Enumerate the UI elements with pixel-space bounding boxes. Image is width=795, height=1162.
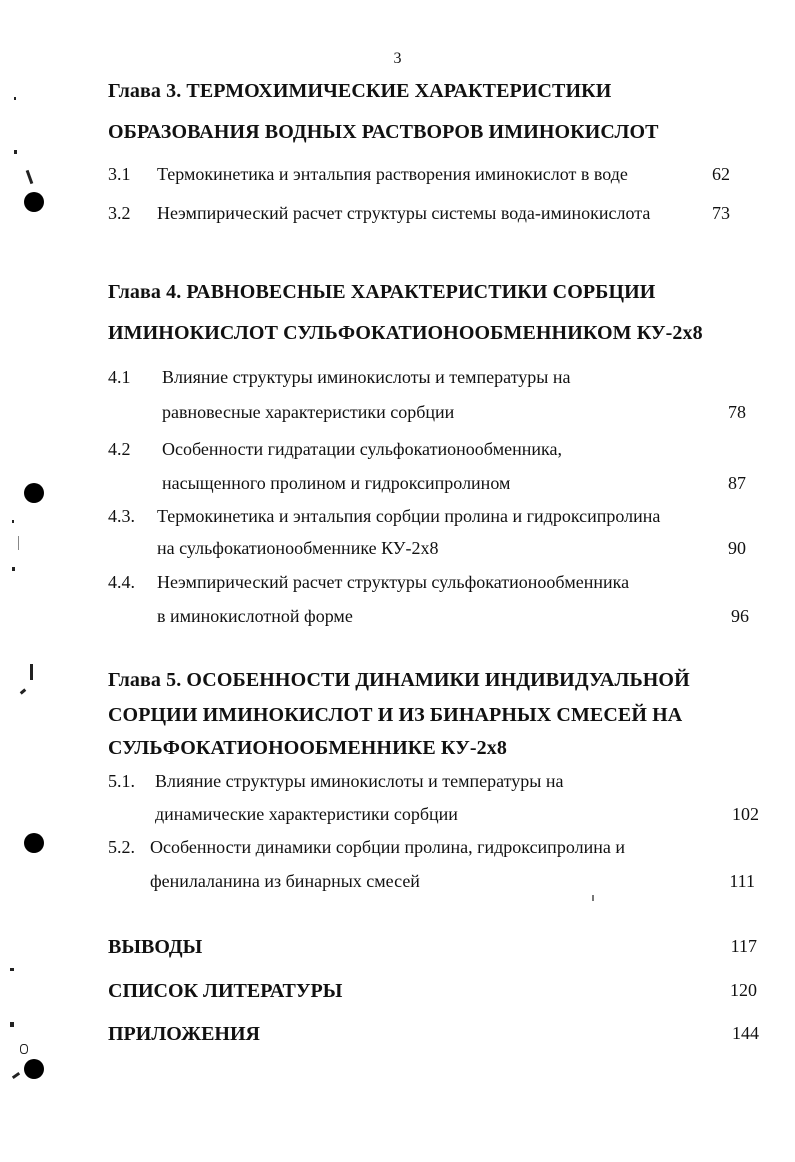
appendices-page: 144 xyxy=(732,1023,759,1043)
toc-entry-number: 5.1. xyxy=(108,771,135,791)
scan-speck xyxy=(10,1022,14,1027)
toc-entry-page: 96 xyxy=(731,606,749,626)
scan-speck xyxy=(14,150,17,154)
toc-entry-page: 87 xyxy=(728,473,746,493)
scan-speck xyxy=(30,664,33,680)
binder-hole-mark xyxy=(24,483,44,503)
binder-hole-mark xyxy=(24,1059,44,1079)
scan-speck xyxy=(592,895,594,901)
toc-entry-text: Особенности динамики сорбции пролина, гидроксипролина и xyxy=(150,837,625,857)
scan-speck xyxy=(20,1044,28,1054)
scan-speck xyxy=(12,567,15,571)
toc-entry-page: 62 xyxy=(712,164,730,184)
toc-entry-text: Особенности гидратации сульфокатионообменника, xyxy=(162,439,562,459)
toc-entry-text-continuation: насыщенного пролином и гидроксипролином xyxy=(162,473,511,493)
toc-entry-text-continuation: фенилаланина из бинарных смесей xyxy=(150,871,420,891)
toc-entry-number: 5.2. xyxy=(108,837,135,857)
toc-entry-number: 4.3. xyxy=(108,506,135,526)
chapter-5-title-line-2: СОРЦИИ ИМИНОКИСЛОТ И ИЗ БИНАРНЫХ СМЕСЕЙ НА xyxy=(108,704,683,726)
conclusions-title: ВЫВОДЫ xyxy=(108,936,203,958)
toc-entry-text: Влияние структуры иминокислоты и температуры на xyxy=(162,367,571,387)
toc-entry-text-continuation: в иминокислотной форме xyxy=(157,606,353,626)
chapter-4-title-line-2: ИМИНОКИСЛОТ СУЛЬФОКАТИОНООБМЕННИКОМ КУ-2х8 xyxy=(108,322,703,344)
toc-entry-page: 102 xyxy=(732,804,759,824)
toc-entry-number: 3.2 xyxy=(108,203,131,223)
toc-entry-text: Неэмпирический расчет структуры сульфокатионообменника xyxy=(157,572,630,592)
appendices-title: ПРИЛОЖЕНИЯ xyxy=(108,1023,260,1045)
conclusions-page: 117 xyxy=(730,936,757,956)
chapter-5-title-line-3: СУЛЬФОКАТИОНООБМЕННИКЕ КУ-2х8 xyxy=(108,737,507,759)
toc-entry-number: 4.2 xyxy=(108,439,131,459)
chapter-3-title-line-1: Глава 3. ТЕРМОХИМИЧЕСКИЕ ХАРАКТЕРИСТИКИ xyxy=(108,80,612,102)
scan-speck xyxy=(18,536,19,550)
toc-entry-text: Влияние структуры иминокислоты и температуры на xyxy=(155,771,564,791)
references-title: СПИСОК ЛИТЕРАТУРЫ xyxy=(108,980,343,1002)
toc-entry-page: 90 xyxy=(728,538,746,558)
scan-speck xyxy=(12,1072,20,1079)
toc-entry-page: 73 xyxy=(712,203,730,223)
toc-entry-text-continuation: динамические характеристики сорбции xyxy=(155,804,458,824)
toc-entry-number: 4.4. xyxy=(108,572,135,592)
toc-entry-number: 4.1 xyxy=(108,367,131,387)
chapter-5-title-line-1: Глава 5. ОСОБЕННОСТИ ДИНАМИКИ ИНДИВИДУАЛЬНОЙ xyxy=(108,669,690,691)
chapter-4-title-line-1: Глава 4. РАВНОВЕСНЫЕ ХАРАКТЕРИСТИКИ СОРБЦИИ xyxy=(108,281,656,303)
page-number: 3 xyxy=(393,50,402,67)
scan-speck xyxy=(12,520,14,523)
toc-entry-text: Термокинетика и энтальпия сорбции пролина и гидроксипролина xyxy=(157,506,661,526)
toc-entry-text: Термокинетика и энтальпия растворения иминокислот в воде xyxy=(157,164,628,184)
toc-entry-text-continuation: равновесные характеристики сорбции xyxy=(162,402,455,422)
toc-entry-page: 111 xyxy=(729,871,755,891)
binder-hole-mark xyxy=(24,192,44,212)
chapter-3-title-line-2: ОБРАЗОВАНИЯ ВОДНЫХ РАСТВОРОВ ИМИНОКИСЛОТ xyxy=(108,121,659,143)
scan-speck xyxy=(14,97,16,100)
toc-entry-text: Неэмпирический расчет структуры системы вода-иминокислота xyxy=(157,203,651,223)
toc-entry-number: 3.1 xyxy=(108,164,131,184)
toc-entry-text-continuation: на сульфокатионообменнике КУ-2х8 xyxy=(157,538,439,558)
toc-entry-page: 78 xyxy=(728,402,746,422)
references-page: 120 xyxy=(730,980,757,1000)
binder-hole-mark xyxy=(24,833,44,853)
scan-speck xyxy=(26,170,34,184)
scan-speck xyxy=(10,968,14,971)
scan-speck xyxy=(20,688,27,694)
